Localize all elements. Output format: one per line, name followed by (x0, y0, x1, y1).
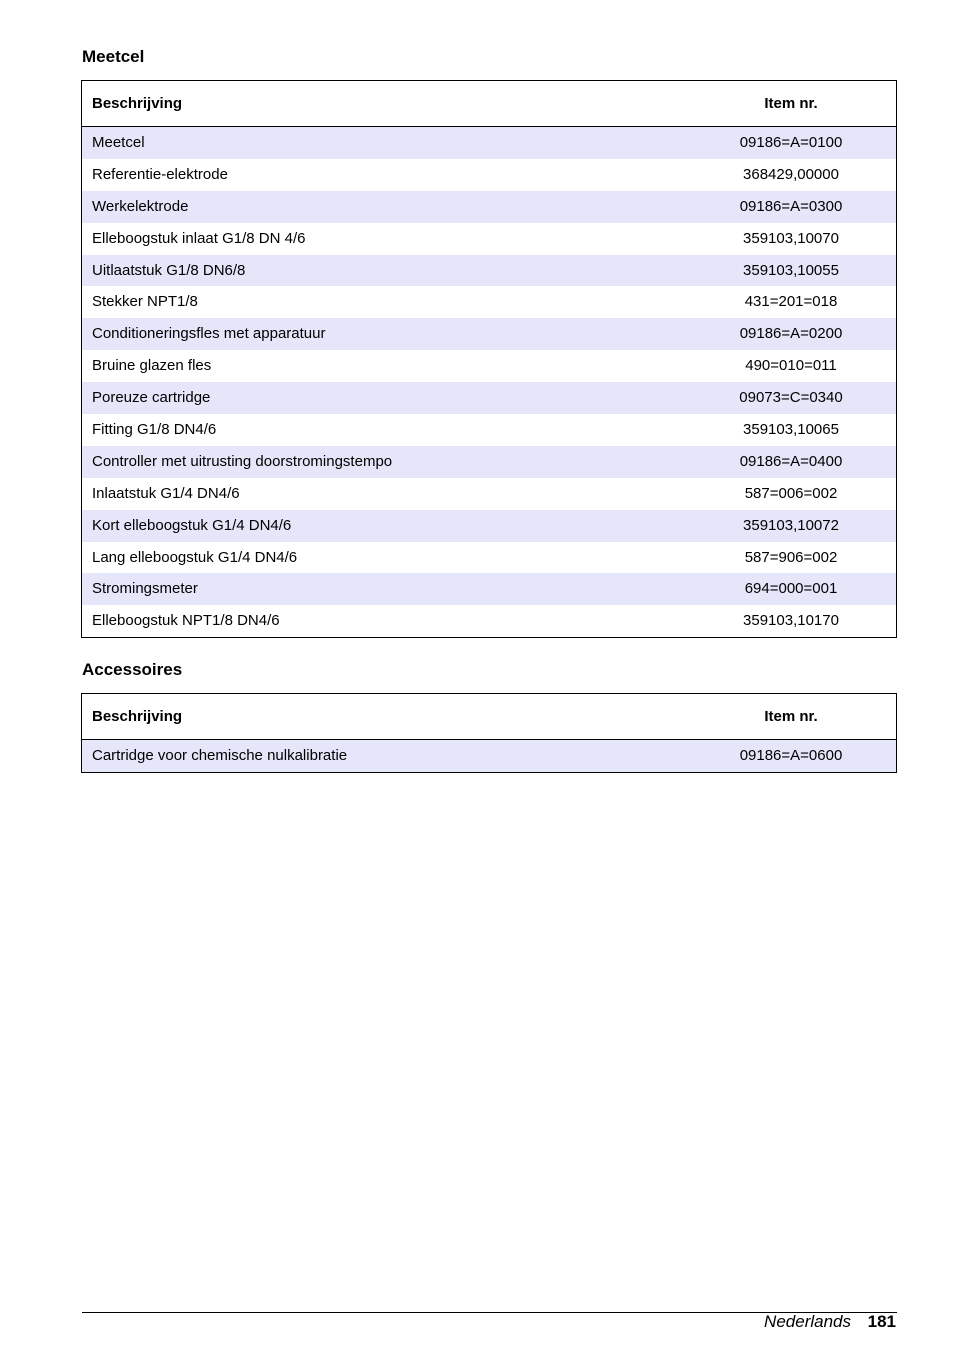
table-row (82, 191, 897, 223)
cell-description: Werkelektrode (82, 191, 687, 223)
table-row (82, 223, 897, 255)
table-row (82, 286, 897, 318)
cell-item-number: 694=000=001 (686, 573, 897, 605)
cell-description: Conditioneringsfles met apparatuur (82, 318, 687, 350)
cell-item-number: 09186=A=0600 (686, 740, 897, 773)
cell-item-number: 09186=A=0100 (686, 127, 897, 159)
footer-language: Nederlands (764, 1312, 851, 1331)
cell-description: Uitlaatstuk G1/8 DN6/8 (82, 255, 687, 287)
cell-description: Stromingsmeter (82, 573, 687, 605)
table-row (82, 318, 897, 350)
cell-item-number: 368429,00000 (686, 159, 897, 191)
cell-description: Bruine glazen fles (82, 350, 687, 382)
cell-description: Elleboogstuk inlaat G1/8 DN 4/6 (82, 223, 687, 255)
table-row (82, 573, 897, 605)
table-row (82, 605, 897, 637)
column-header-item: Item nr. (686, 81, 897, 127)
cell-item-number: 09073=C=0340 (686, 382, 897, 414)
page-number: 181 (867, 1312, 896, 1331)
section-title-meetcel: Meetcel (82, 47, 145, 66)
cell-description: Referentie-elektrode (82, 159, 687, 191)
table-row (82, 478, 897, 510)
cell-description: Elleboogstuk NPT1/8 DN4/6 (82, 605, 687, 637)
cell-item-number: 587=906=002 (686, 542, 897, 574)
table-row (82, 350, 897, 382)
table-row (82, 382, 897, 414)
accessoires-parts-table (81, 693, 897, 773)
table-row (82, 510, 897, 542)
cell-item-number: 359103,10065 (686, 414, 897, 446)
column-header-item: Item nr. (686, 694, 897, 740)
cell-description: Fitting G1/8 DN4/6 (82, 414, 687, 446)
cell-description: Kort elleboogstuk G1/4 DN4/6 (82, 510, 687, 542)
cell-description: Stekker NPT1/8 (82, 286, 687, 318)
section-title-accessoires: Accessoires (82, 660, 183, 679)
meetcel-parts-table (81, 80, 897, 638)
cell-item-number: 09186=A=0200 (686, 318, 897, 350)
cell-item-number: 359103,10070 (686, 223, 897, 255)
table-row (82, 542, 897, 574)
table-row (82, 446, 897, 478)
cell-description: Poreuze cartridge (82, 382, 687, 414)
table-row (82, 255, 897, 287)
cell-item-number: 359103,10055 (686, 255, 897, 287)
table-row (82, 414, 897, 446)
table-row (82, 159, 897, 191)
column-header-description: Beschrijving (82, 694, 687, 740)
cell-description: Lang elleboogstuk G1/4 DN4/6 (82, 542, 687, 574)
cell-description: Inlaatstuk G1/4 DN4/6 (82, 478, 687, 510)
cell-item-number: 09186=A=0300 (686, 191, 897, 223)
cell-item-number: 587=006=002 (686, 478, 897, 510)
cell-item-number: 490=010=011 (686, 350, 897, 382)
column-header-description: Beschrijving (82, 81, 687, 127)
cell-description: Controller met uitrusting doorstromingstempo (82, 446, 687, 478)
table-row (82, 127, 897, 159)
cell-description: Cartridge voor chemische nulkalibratie (82, 740, 687, 773)
table-header-row (82, 694, 897, 740)
table-row (82, 740, 897, 773)
cell-item-number: 09186=A=0400 (686, 446, 897, 478)
cell-item-number: 359103,10072 (686, 510, 897, 542)
cell-item-number: 359103,10170 (686, 605, 897, 637)
table-header-row (82, 81, 897, 127)
cell-item-number: 431=201=018 (686, 286, 897, 318)
cell-description: Meetcel (82, 127, 687, 159)
